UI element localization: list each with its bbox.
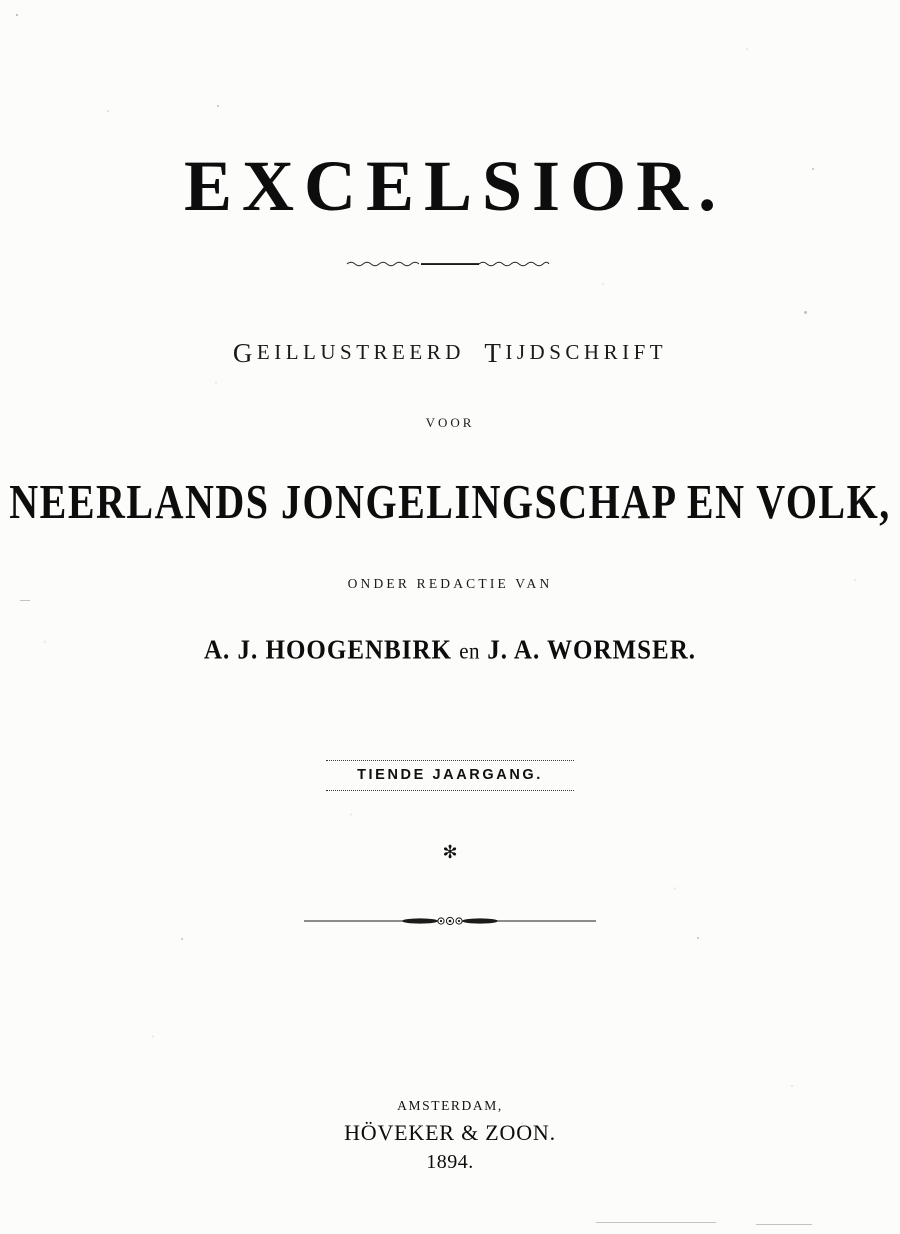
scan-artifact — [812, 168, 814, 170]
volume-statement: TIENDE JAARGANG. — [326, 760, 574, 791]
editor-second: J. A. WORMSER. — [487, 636, 696, 666]
scan-artifact — [756, 1224, 812, 1225]
audience-line: NEERLANDS JONGELINGSCHAP EN VOLK, — [9, 474, 891, 530]
editors-conjunction: en — [459, 638, 481, 665]
page-title: EXCELSIOR. — [183, 146, 727, 226]
editorship-label: ONDER REDACTIE VAN — [347, 576, 553, 591]
subtitle — [0, 338, 900, 369]
scan-artifact — [596, 1222, 716, 1223]
scan-artifact — [181, 938, 183, 940]
editors-line — [0, 636, 900, 666]
scan-artifact — [20, 600, 30, 601]
editor-first: A. J. HOOGENBIRK — [203, 636, 452, 666]
asterisk-ornament-icon: ✻ — [442, 842, 458, 862]
subtitle-initial-t: T — [484, 338, 506, 368]
imprint-year: 1894. — [426, 1151, 474, 1173]
imprint-block — [0, 1098, 900, 1174]
scan-artifact — [804, 311, 807, 314]
ornamental-divider-icon — [300, 913, 600, 929]
subtitle-word-two: IJDSCHRIFT — [505, 340, 668, 364]
subtitle-initial-g: G — [232, 338, 257, 368]
subtitle-word-one: EILLUSTREERD — [256, 340, 465, 364]
scan-artifact — [697, 937, 699, 939]
imprint-publisher: HÖVEKER & ZOON. — [344, 1120, 556, 1145]
preposition-voor: VOOR — [425, 415, 475, 430]
wavy-divider-icon — [345, 258, 555, 270]
imprint-city: AMSTERDAM, — [397, 1098, 503, 1113]
scan-artifact — [16, 14, 18, 16]
